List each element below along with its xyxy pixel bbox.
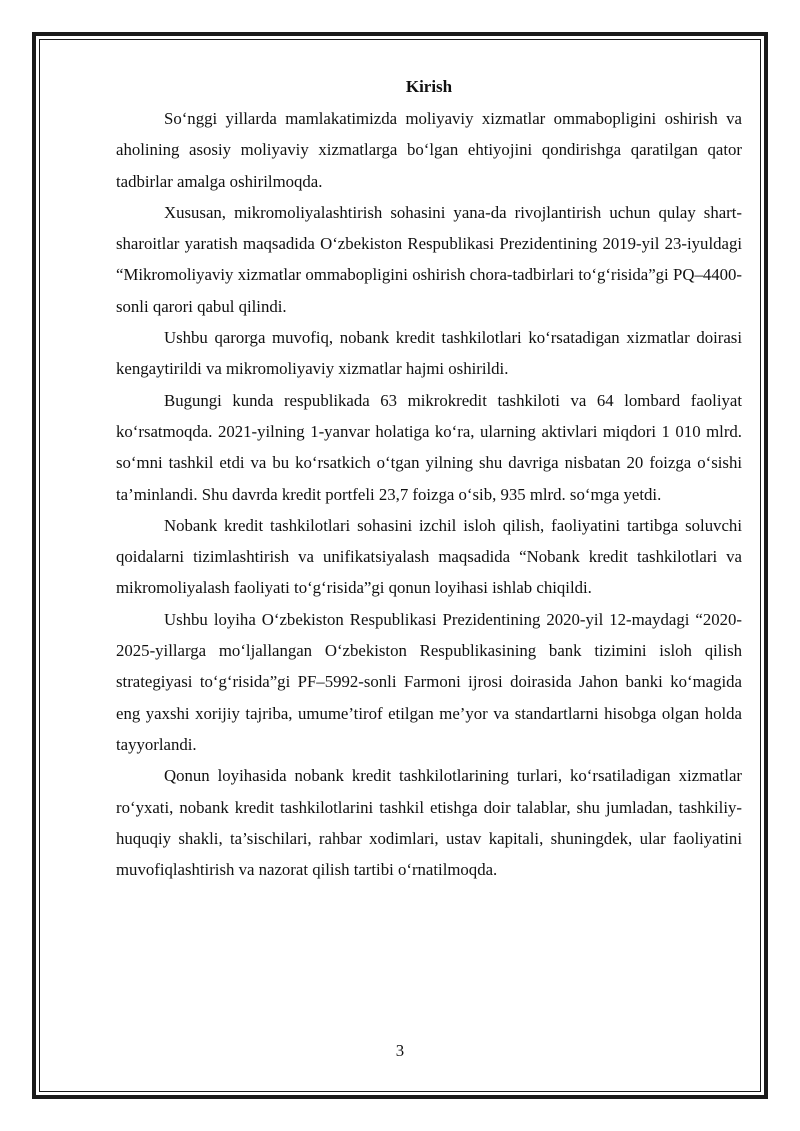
page-number: 3 <box>395 1041 405 1060</box>
paragraph-5: Nobank kredit tashkilotlari sohasini izchil isloh qilish, faoliyatini tartibga soluvchi qoidalarni tizimlashtirish va unifikatsiyalash maqsadida “Nobank kredit tashkilotlari va mikromoliyalash faoliyati to‘g‘risida”gi qonun loyihasi ishlab chiqildi. <box>116 515 742 598</box>
paragraph-4: Bugungi kunda respublikada 63 mikrokredit tashkiloti va 64 lombard faoliyat ko‘rsatmoqda. 2021-yilning 1-yanvar holatiga ko‘ra, ularning aktivlari miqdori 1 010 mlrd. so‘mni tashkil etdi va bu ko‘rsatkich o‘tgan yilning shu davriga nisbatan 20 foizga o‘sishi ta’minlandi. Shu davrda kredit portfeli 23,7 foizga o‘sib, 935 mlrd. so‘mga yetdi. <box>116 390 742 504</box>
paragraph-1: So‘nggi yillarda mamlakatimizda moliyaviy xizmatlar ommabopligini oshirish va aholining asosiy moliyaviy xizmatlarga bo‘lgan ehtiyojini qondirishga qaratilgan qator tadbirlar amalga oshirilmoqda. <box>116 109 742 191</box>
section-title: Kirish <box>405 77 453 96</box>
paragraph-6: Ushbu loyiha O‘zbekiston Respublikasi Prezidentining 2020-yil 12-maydagi “2020-2025-yillarga mo‘ljallangan O‘zbekiston Respublikasining bank tizimini isloh qilish strategiyasi to‘g‘risida”gi PF–5992-sonli Farmoni ijrosi doirasida Jahon banki ko‘magida eng yaxshi xorijiy tajriba, umume’tirof etilgan me’yor va standartlarni hisobga olgan holda tayyorlandi. <box>116 609 742 754</box>
paragraph-3: Ushbu qarorga muvofiq, nobank kredit tashkilotlari ko‘rsatadigan xizmatlar doirasi kengaytirildi va mikromoliyaviy xizmatlar hajmi oshirildi. <box>116 328 742 379</box>
paragraph-7: Qonun loyihasida nobank kredit tashkilotlarining turlari, ko‘rsatiladigan xizmatlar ro‘yxati, nobank kredit tashkilotlarini tashkil etishga doir talablar, shu jumladan, tashkiliy-huquqiy shakli, ta’sischilari, rahbar xodimlari, ustav kapitali, shuningdek, ular faoliyatini muvofiqlashtirish va nazorat qilish tartibi o‘rnatilmoqda. <box>116 766 742 880</box>
paragraph-2: Xususan, mikromoliyalashtirish sohasini yana-da rivojlantirish uchun qulay shart-sharoitlar yaratish maqsadida O‘zbekiston Respublikasi Prezidentining 2019-yil 23-iyuldagi “Mikromoliyaviy xizmatlar ommabopligini oshirish chora-tadbirlari to‘g‘risida”gi PQ–4400-sonli qarori qabul qilindi. <box>116 202 742 316</box>
document-body <box>116 76 742 885</box>
